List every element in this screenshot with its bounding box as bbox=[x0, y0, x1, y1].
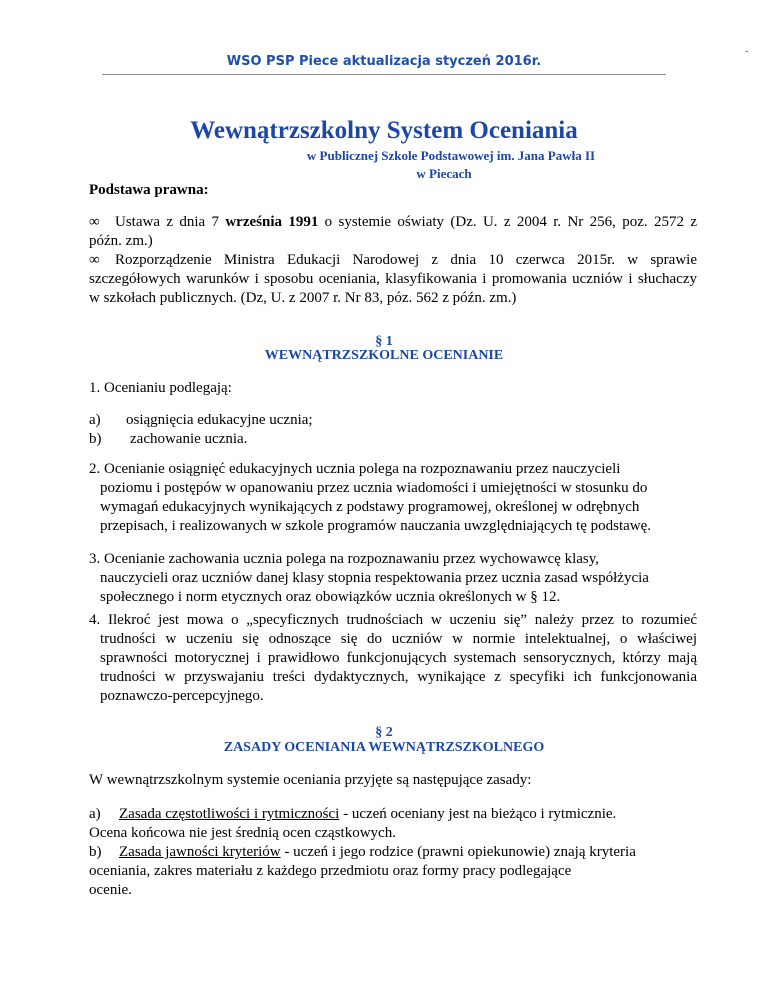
legal-item-2-line-2: szczegółowych warunków i sposobu oceniania, klasyfikowania i promowania uczniów i słuchaczy bbox=[89, 271, 697, 287]
point-3-line-3: społecznego i norm etycznych oraz obowiązków ucznia określonych w § 12. bbox=[100, 589, 561, 605]
point-2-line-1: 2. Ocenianie osiągnięć edukacyjnych ucznia polega na rozpoznawaniu przez nauczycieli bbox=[89, 461, 621, 477]
point-2-line-2: poziomu i postępów w opanowaniu przez ucznia wiadomości i umiejętności w stosunku do bbox=[100, 480, 648, 496]
point-3-line-1: 3. Ocenianie zachowania ucznia polega na rozpoznawaniu przez wychowawcę klasy, bbox=[89, 551, 600, 567]
document-title: Wewnątrzszkolny System Oceniania bbox=[190, 117, 578, 144]
list-item bbox=[89, 411, 313, 430]
corner-mark: - bbox=[745, 46, 749, 57]
principle-b-title: Zasada jawności kryteriów bbox=[119, 844, 281, 860]
legal-item-2 bbox=[89, 251, 697, 308]
document-subtitle bbox=[0, 147, 768, 183]
principle-a-text: - uczeń oceniany jest na bieżąco i rytmicznie. bbox=[339, 806, 617, 822]
header-divider bbox=[102, 74, 666, 75]
section-1-number: § 1 bbox=[375, 334, 393, 349]
section-1-point-1: 1. Ocenianiu podlegają: bbox=[89, 380, 232, 396]
legal-basis-label: Podstawa prawna: bbox=[89, 182, 209, 198]
point-4-line-2: trudności w uczeniu się odnoszące się do uczniów w normie intelektualnej, o właściwej bbox=[100, 631, 697, 647]
point-2-line-3: wymagań edukacyjnych wynikających z podstawy programowej, określonej w odrębnych bbox=[100, 499, 640, 515]
legal-item-1-date: września 1991 bbox=[225, 214, 319, 230]
list-item-marker: a) bbox=[89, 412, 101, 428]
section-2-number: § 2 bbox=[375, 725, 393, 740]
legal-item-1-text: Ustawa z dnia 7 bbox=[115, 214, 226, 230]
list-item-text: zachowanie ucznia. bbox=[130, 431, 248, 447]
section-1-heading: WEWNĄTRZSZKOLNE OCENIANIE bbox=[264, 348, 504, 363]
principle-b-text: - uczeń i jego rodzice (prawni opiekunowie) znają kryteria bbox=[280, 844, 636, 860]
infinity-bullet-icon: ∞ bbox=[89, 252, 100, 268]
point-4-line-3: sprawności motorycznej i prawidłowo funkcjonujących systemach sensorycznych, którzy mają bbox=[100, 650, 697, 666]
point-3-line-2: nauczycieli oraz uczniów danej klasy stopnia respektowania przez ucznia zasad współżycia bbox=[100, 570, 649, 586]
principle-a-title: Zasada częstotliwości i rytmiczności bbox=[119, 806, 340, 822]
point-2-line-4: przepisach, i realizowanych w szkole programów nauczania uwzględniających tę podstawę. bbox=[100, 518, 652, 534]
point-4-line-4: trudności w przyswajaniu treści dydaktycznych, wynikające z specyfiki ich funkcjonowania bbox=[100, 669, 697, 685]
principle-a-marker: a) bbox=[89, 806, 101, 822]
point-4-line-1: 4. Ilekroć jest mowa o „specyficznych trudnościach w uczeniu się” należy przez to rozumieć bbox=[89, 612, 697, 628]
principle-a-line-2: Ocena końcowa nie jest średnią ocen cząstkowych. bbox=[89, 825, 396, 841]
list-item bbox=[89, 430, 247, 449]
legal-item-1-line-2: późn. zm.) bbox=[89, 233, 153, 249]
point-4-line-5: poznawczo-percepcyjnego. bbox=[100, 688, 264, 704]
list-item-marker: b) bbox=[89, 431, 102, 447]
legal-item-2-line-3: w szkołach publicznych. (Dz, U. z 2007 r. Nr 83, póz. 562 z późn. zm.) bbox=[89, 290, 517, 306]
section-1-point-3 bbox=[89, 550, 697, 607]
principle-b-line-2: oceniania, zakres materiału z każdego przedmiotu oraz formy pracy podlegające bbox=[89, 863, 572, 879]
legal-item-2-line-1: Rozporządzenie Ministra Edukacji Narodowej z dnia 10 czerwca 2015r. w sprawie bbox=[115, 252, 697, 268]
legal-item-1 bbox=[89, 213, 697, 251]
section-1-point-2 bbox=[89, 460, 697, 536]
infinity-bullet-icon: ∞ bbox=[89, 214, 100, 230]
section-1-point-4 bbox=[89, 611, 697, 706]
principle-b bbox=[89, 843, 697, 900]
subtitle-line-1: w Publicznej Szkole Podstawowej im. Jana Pawła II bbox=[306, 148, 596, 163]
principle-b-marker: b) bbox=[89, 844, 102, 860]
principle-a bbox=[89, 805, 697, 843]
page-header: WSO PSP Piece aktualizacja styczeń 2016r. bbox=[226, 54, 542, 69]
section-2-heading: ZASADY OCENIANIA WEWNĄTRZSZKOLNEGO bbox=[223, 740, 545, 755]
section-2-intro: W wewnątrzszkolnym systemie oceniania przyjęte są następujące zasady: bbox=[89, 772, 532, 788]
list-item-text: osiągnięcia edukacyjne ucznia; bbox=[126, 412, 313, 428]
subtitle-line-2: w Piecach bbox=[416, 166, 472, 181]
principle-b-line-3: ocenie. bbox=[89, 882, 132, 898]
legal-item-1-text-2: o systemie oświaty (Dz. U. z 2004 r. Nr 256, poz. 2572 z bbox=[318, 214, 697, 230]
